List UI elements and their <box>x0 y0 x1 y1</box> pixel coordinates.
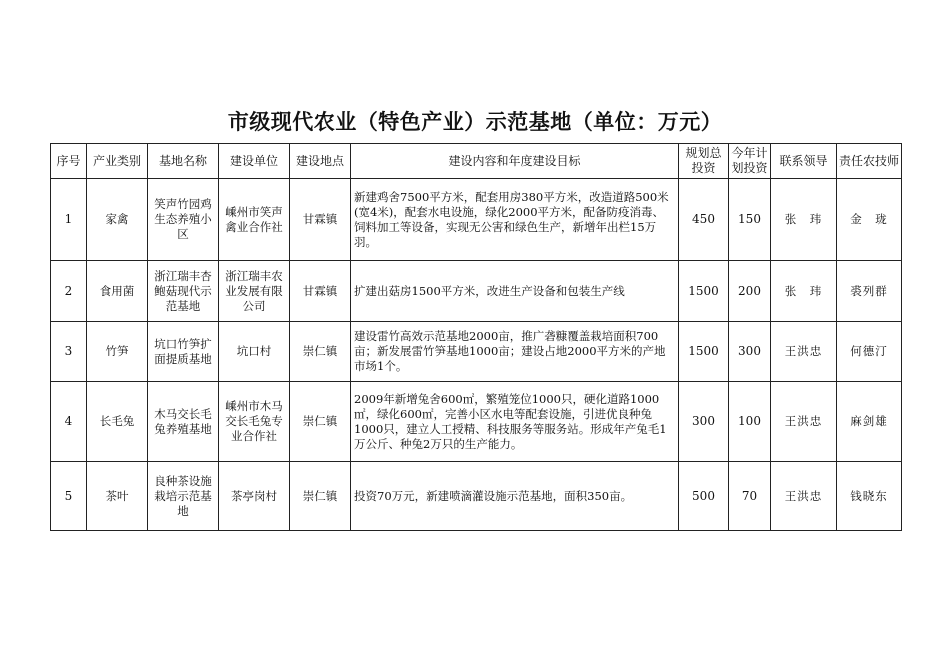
header-total-investment: 规划总投资 <box>679 144 729 179</box>
cell-unit: 浙江瑞丰农业发展有限公司 <box>219 261 290 322</box>
table-row <box>51 322 902 382</box>
table-row <box>51 179 902 261</box>
header-leader: 联系领导 <box>771 144 837 179</box>
header-location: 建设地点 <box>290 144 351 179</box>
table-row <box>51 462 902 531</box>
cell-seq: 2 <box>51 261 87 322</box>
cell-location: 甘霖镇 <box>290 179 351 261</box>
cell-industry: 长毛兔 <box>87 382 148 462</box>
cell-technician: 钱晓东 <box>837 462 902 531</box>
header-base-name: 基地名称 <box>148 144 219 179</box>
cell-unit: 坑口村 <box>219 322 290 382</box>
cell-content: 新建鸡舍7500平方米，配套用房380平方米，改造道路500米(宽4米)，配套水电设施，绿化2000平方米，配备防疫消毒、饲料加工等设备，实现无公害和绿色生产，新增年出栏15万羽。 <box>351 179 679 261</box>
cell-base-name: 木马交长毛兔养殖基地 <box>148 382 219 462</box>
cell-total-investment: 1500 <box>679 322 729 382</box>
cell-technician: 裘列群 <box>837 261 902 322</box>
header-industry: 产业类别 <box>87 144 148 179</box>
cell-content: 建设雷竹高效示范基地2000亩，推广砻糠覆盖栽培面积700亩；新发展雷竹笋基地1000亩；建设占地2000平方米的产地市场1个。 <box>351 322 679 382</box>
cell-industry: 家禽 <box>87 179 148 261</box>
cell-base-name: 良种茶设施栽培示范基地 <box>148 462 219 531</box>
cell-leader: 王洪忠 <box>771 462 837 531</box>
cell-year-investment: 200 <box>729 261 771 322</box>
cell-total-investment: 450 <box>679 179 729 261</box>
table-row <box>51 382 902 462</box>
cell-content: 投资70万元，新建喷滴灌设施示范基地，面积350亩。 <box>351 462 679 531</box>
cell-total-investment: 1500 <box>679 261 729 322</box>
cell-year-investment: 100 <box>729 382 771 462</box>
header-content: 建设内容和年度建设目标 <box>351 144 679 179</box>
cell-technician: 何德汀 <box>837 322 902 382</box>
cell-total-investment: 300 <box>679 382 729 462</box>
header-unit: 建设单位 <box>219 144 290 179</box>
cell-base-name: 浙江瑞丰杏鲍菇现代示范基地 <box>148 261 219 322</box>
cell-location: 崇仁镇 <box>290 462 351 531</box>
cell-location: 崇仁镇 <box>290 322 351 382</box>
table-header-row <box>51 144 902 179</box>
cell-industry: 茶叶 <box>87 462 148 531</box>
cell-unit: 嵊州市笑声禽业合作社 <box>219 179 290 261</box>
cell-content: 2009年新增兔舍600㎡，繁殖笼位1000只，硬化道路1000㎡，绿化600㎡，完善小区水电等配套设施，引进优良种兔1000只，建立人工授精、科技服务等服务站。形成年产兔毛1万公斤、种兔2万只的生产能力。 <box>351 382 679 462</box>
cell-base-name: 笑声竹园鸡生态养殖小区 <box>148 179 219 261</box>
cell-seq: 5 <box>51 462 87 531</box>
cell-seq: 4 <box>51 382 87 462</box>
demo-base-table <box>50 143 902 531</box>
cell-leader: 张 玮 <box>771 179 837 261</box>
cell-industry: 食用菌 <box>87 261 148 322</box>
cell-leader: 张 玮 <box>771 261 837 322</box>
cell-base-name: 坑口竹笋扩面提质基地 <box>148 322 219 382</box>
cell-leader: 王洪忠 <box>771 322 837 382</box>
page-title: 市级现代农业（特色产业）示范基地（单位：万元） <box>227 109 723 134</box>
table-row <box>51 261 902 322</box>
cell-technician: 金 珑 <box>837 179 902 261</box>
cell-unit: 茶亭岗村 <box>219 462 290 531</box>
cell-year-investment: 150 <box>729 179 771 261</box>
cell-year-investment: 300 <box>729 322 771 382</box>
cell-technician: 麻剑雄 <box>837 382 902 462</box>
header-technician: 责任农技师 <box>837 144 902 179</box>
cell-location: 甘霖镇 <box>290 261 351 322</box>
cell-location: 崇仁镇 <box>290 382 351 462</box>
cell-seq: 1 <box>51 179 87 261</box>
header-seq: 序号 <box>51 144 87 179</box>
cell-leader: 王洪忠 <box>771 382 837 462</box>
cell-seq: 3 <box>51 322 87 382</box>
cell-year-investment: 70 <box>729 462 771 531</box>
cell-unit: 嵊州市木马交长毛兔专业合作社 <box>219 382 290 462</box>
cell-content: 扩建出菇房1500平方米，改进生产设备和包装生产线 <box>351 261 679 322</box>
cell-industry: 竹笋 <box>87 322 148 382</box>
header-year-investment: 今年计划投资 <box>729 144 771 179</box>
cell-total-investment: 500 <box>679 462 729 531</box>
